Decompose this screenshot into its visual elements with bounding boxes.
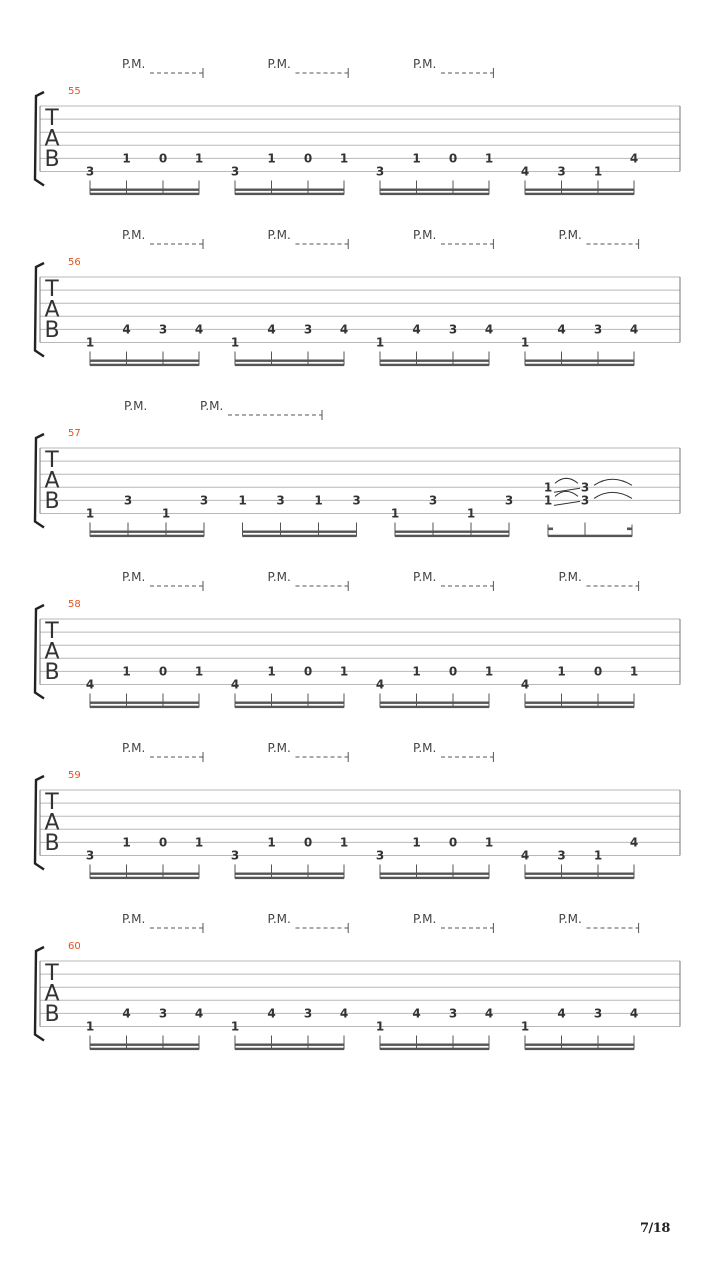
measure-number: 58 (68, 599, 81, 610)
fret-number: 1 (85, 1019, 95, 1034)
palm-mute-label: P.M. (122, 570, 146, 584)
beam (525, 702, 634, 704)
palm-mute-label: P.M. (413, 912, 437, 926)
tab-clef-letter: B (44, 318, 60, 343)
beam (380, 1048, 489, 1050)
fret-number: 0 (448, 151, 458, 166)
tab-clef-letter: A (44, 126, 60, 152)
tab-clef-letter: T (45, 277, 59, 302)
beam (90, 706, 199, 708)
beam (90, 531, 204, 533)
tab-clef-letter: A (44, 468, 60, 494)
palm-mute-label: P.M. (267, 741, 291, 755)
fret-number: 3 (230, 848, 240, 863)
beam (235, 360, 344, 362)
palm-mute-label: P.M. (200, 399, 224, 413)
fret-number: 3 (593, 322, 603, 337)
fret-number: 3 (375, 164, 385, 179)
palm-mute-label: P.M. (267, 228, 291, 242)
fret-number: 4 (267, 1006, 276, 1021)
fret-number: 1 (484, 835, 494, 850)
palm-mute-label: P.M. (267, 570, 291, 584)
fret-number: 3 (557, 848, 566, 863)
fret-number: 4 (520, 677, 530, 692)
fret-number: 1 (543, 480, 553, 495)
fret-number: 3 (448, 1006, 458, 1021)
fret-number: 4 (520, 164, 530, 179)
fret-number: 1 (593, 164, 603, 179)
beam (525, 364, 634, 366)
let-ring-arc (594, 479, 632, 485)
measure-number: 55 (68, 86, 81, 97)
fret-number: 4 (629, 151, 639, 166)
beam (90, 1044, 199, 1046)
fret-number: 4 (412, 1006, 421, 1021)
fret-number: 1 (230, 1019, 240, 1034)
palm-mute-label: P.M. (413, 228, 437, 242)
tab-clef-letter: B (44, 1002, 60, 1027)
fret-number: 1 (412, 151, 421, 166)
beam (525, 877, 634, 879)
fret-number: 1 (484, 151, 494, 166)
beam (235, 877, 344, 879)
fret-number: 4 (122, 1006, 131, 1021)
rest-mark (548, 528, 553, 531)
fret-number: 4 (194, 1006, 204, 1021)
palm-mute-label: P.M. (413, 570, 437, 584)
beam (90, 193, 199, 195)
beam (235, 364, 344, 366)
tie-arc (555, 491, 578, 496)
palm-mute-label: P.M. (267, 912, 291, 926)
tab-clef-letter: B (44, 489, 60, 514)
fret-number: 1 (194, 835, 204, 850)
beam (380, 873, 489, 875)
tab-clef-letter: T (45, 619, 59, 644)
beam (380, 702, 489, 704)
palm-mute-label: P.M. (122, 912, 146, 926)
tab-system (35, 912, 680, 1050)
fret-number: 1 (412, 664, 421, 679)
fret-number: 1 (85, 506, 95, 521)
beam (235, 193, 344, 195)
palm-mute-label: P.M. (122, 741, 146, 755)
beam (243, 535, 357, 537)
fret-number: 3 (158, 322, 168, 337)
fret-number: 1 (267, 835, 276, 850)
fret-number: 3 (199, 493, 209, 508)
fret-number: 4 (412, 322, 421, 337)
fret-number: 3 (580, 480, 590, 495)
fret-number: 4 (267, 322, 276, 337)
fret-number: 3 (230, 164, 240, 179)
beam (235, 1044, 344, 1046)
palm-mute-label: P.M. (267, 57, 291, 71)
palm-mute-label: P.M. (558, 228, 582, 242)
fret-number: 4 (557, 1006, 566, 1021)
fret-number: 3 (85, 848, 95, 863)
tab-system (35, 57, 680, 195)
fret-number: 1 (629, 664, 639, 679)
fret-number: 0 (158, 151, 168, 166)
fret-number: 1 (412, 835, 421, 850)
fret-number: 0 (158, 664, 168, 679)
beam (235, 873, 344, 875)
fret-number: 0 (303, 664, 313, 679)
beam (380, 706, 489, 708)
palm-mute-label: P.M. (122, 228, 146, 242)
fret-number: 0 (448, 664, 458, 679)
fret-number: 1 (267, 151, 276, 166)
fret-number: 4 (194, 322, 204, 337)
fret-number: 4 (375, 677, 385, 692)
fret-number: 0 (593, 664, 603, 679)
fret-number: 0 (158, 835, 168, 850)
tab-clef-letter: A (44, 639, 60, 665)
fret-number: 4 (484, 1006, 494, 1021)
beam (395, 535, 509, 537)
tab-system (35, 570, 680, 708)
beam (525, 1044, 634, 1046)
fret-number: 1 (390, 506, 400, 521)
fret-number: 4 (629, 322, 639, 337)
fret-number: 1 (593, 848, 603, 863)
fret-number: 3 (557, 164, 566, 179)
tab-clef-letter: B (44, 831, 60, 856)
fret-number: 3 (123, 493, 133, 508)
fret-number: 1 (230, 335, 240, 350)
fret-number: 1 (520, 335, 530, 350)
tab-system (35, 741, 680, 879)
beam (90, 189, 199, 191)
fret-number: 3 (375, 848, 385, 863)
fret-number: 1 (466, 506, 476, 521)
beam (243, 531, 357, 533)
tab-clef-letter: T (45, 961, 59, 986)
fret-number: 0 (303, 835, 313, 850)
beam (525, 193, 634, 195)
fret-number: 3 (158, 1006, 168, 1021)
fret-number: 1 (557, 664, 566, 679)
fret-number: 3 (276, 493, 285, 508)
measure-number: 57 (68, 428, 81, 439)
palm-mute-label: P.M. (413, 57, 437, 71)
rest-mark (627, 528, 632, 531)
beam (380, 193, 489, 195)
fret-number: 4 (520, 848, 530, 863)
beam (380, 360, 489, 362)
beam (90, 1048, 199, 1050)
beam (380, 364, 489, 366)
fret-number: 1 (161, 506, 171, 521)
palm-mute-label: P.M. (124, 399, 148, 413)
fret-number: 1 (267, 664, 276, 679)
measure-number: 60 (68, 941, 81, 952)
beam (380, 877, 489, 879)
beam (548, 535, 632, 537)
palm-mute-label: P.M. (122, 57, 146, 71)
fret-number: 1 (375, 335, 385, 350)
fret-number: 1 (520, 1019, 530, 1034)
tab-clef-letter: T (45, 790, 59, 815)
page-number: 7/18 (640, 1221, 670, 1236)
beam (525, 360, 634, 362)
beam (235, 189, 344, 191)
fret-number: 3 (303, 322, 313, 337)
let-ring-arc (594, 492, 632, 498)
slide-line (554, 501, 580, 505)
tab-clef-letter: B (44, 660, 60, 685)
fret-number: 1 (314, 493, 323, 508)
fret-number: 1 (238, 493, 247, 508)
beam (90, 535, 204, 537)
fret-number: 4 (629, 835, 639, 850)
fret-number: 1 (375, 1019, 385, 1034)
beam (525, 706, 634, 708)
fret-number: 4 (629, 1006, 639, 1021)
fret-number: 4 (557, 322, 566, 337)
fret-number: 1 (122, 664, 131, 679)
fret-number: 4 (230, 677, 240, 692)
fret-number: 3 (580, 493, 590, 508)
tab-clef-letter: A (44, 810, 60, 836)
tab-clef-letter: T (45, 106, 59, 131)
beam (90, 364, 199, 366)
palm-mute-label: P.M. (558, 570, 582, 584)
tab-clef-letter: A (44, 297, 60, 323)
fret-number: 1 (194, 151, 204, 166)
fret-number: 1 (339, 664, 349, 679)
fret-number: 1 (484, 664, 494, 679)
tab-clef-letter: T (45, 448, 59, 473)
fret-number: 1 (194, 664, 204, 679)
fret-number: 1 (543, 493, 553, 508)
fret-number: 3 (303, 1006, 313, 1021)
fret-number: 1 (122, 151, 131, 166)
beam (235, 1048, 344, 1050)
beam (90, 702, 199, 704)
fret-number: 4 (339, 1006, 349, 1021)
palm-mute-label: P.M. (413, 741, 437, 755)
fret-number: 3 (352, 493, 361, 508)
beam (525, 1048, 634, 1050)
tab-clef-letter: A (44, 981, 60, 1007)
fret-number: 4 (484, 322, 494, 337)
beam (235, 702, 344, 704)
beam (395, 531, 509, 533)
tie-arc (555, 478, 578, 483)
tab-clef-letter: B (44, 147, 60, 172)
palm-mute-label: P.M. (558, 912, 582, 926)
measure-number: 56 (68, 257, 81, 268)
fret-number: 3 (593, 1006, 603, 1021)
beam (90, 360, 199, 362)
fret-number: 1 (85, 335, 95, 350)
tab-system (35, 228, 680, 366)
fret-number: 4 (339, 322, 349, 337)
beam (525, 189, 634, 191)
fret-number: 3 (428, 493, 438, 508)
fret-number: 0 (303, 151, 313, 166)
fret-number: 3 (448, 322, 458, 337)
beam (90, 877, 199, 879)
fret-number: 3 (504, 493, 514, 508)
tab-system (35, 399, 680, 537)
beam (235, 706, 344, 708)
measure-number: 59 (68, 770, 81, 781)
beam (525, 873, 634, 875)
beam (380, 1044, 489, 1046)
fret-number: 1 (339, 151, 349, 166)
beam (380, 189, 489, 191)
fret-number: 4 (85, 677, 95, 692)
fret-number: 4 (122, 322, 131, 337)
fret-number: 1 (122, 835, 131, 850)
fret-number: 1 (339, 835, 349, 850)
fret-number: 3 (85, 164, 95, 179)
beam (90, 873, 199, 875)
fret-number: 0 (448, 835, 458, 850)
